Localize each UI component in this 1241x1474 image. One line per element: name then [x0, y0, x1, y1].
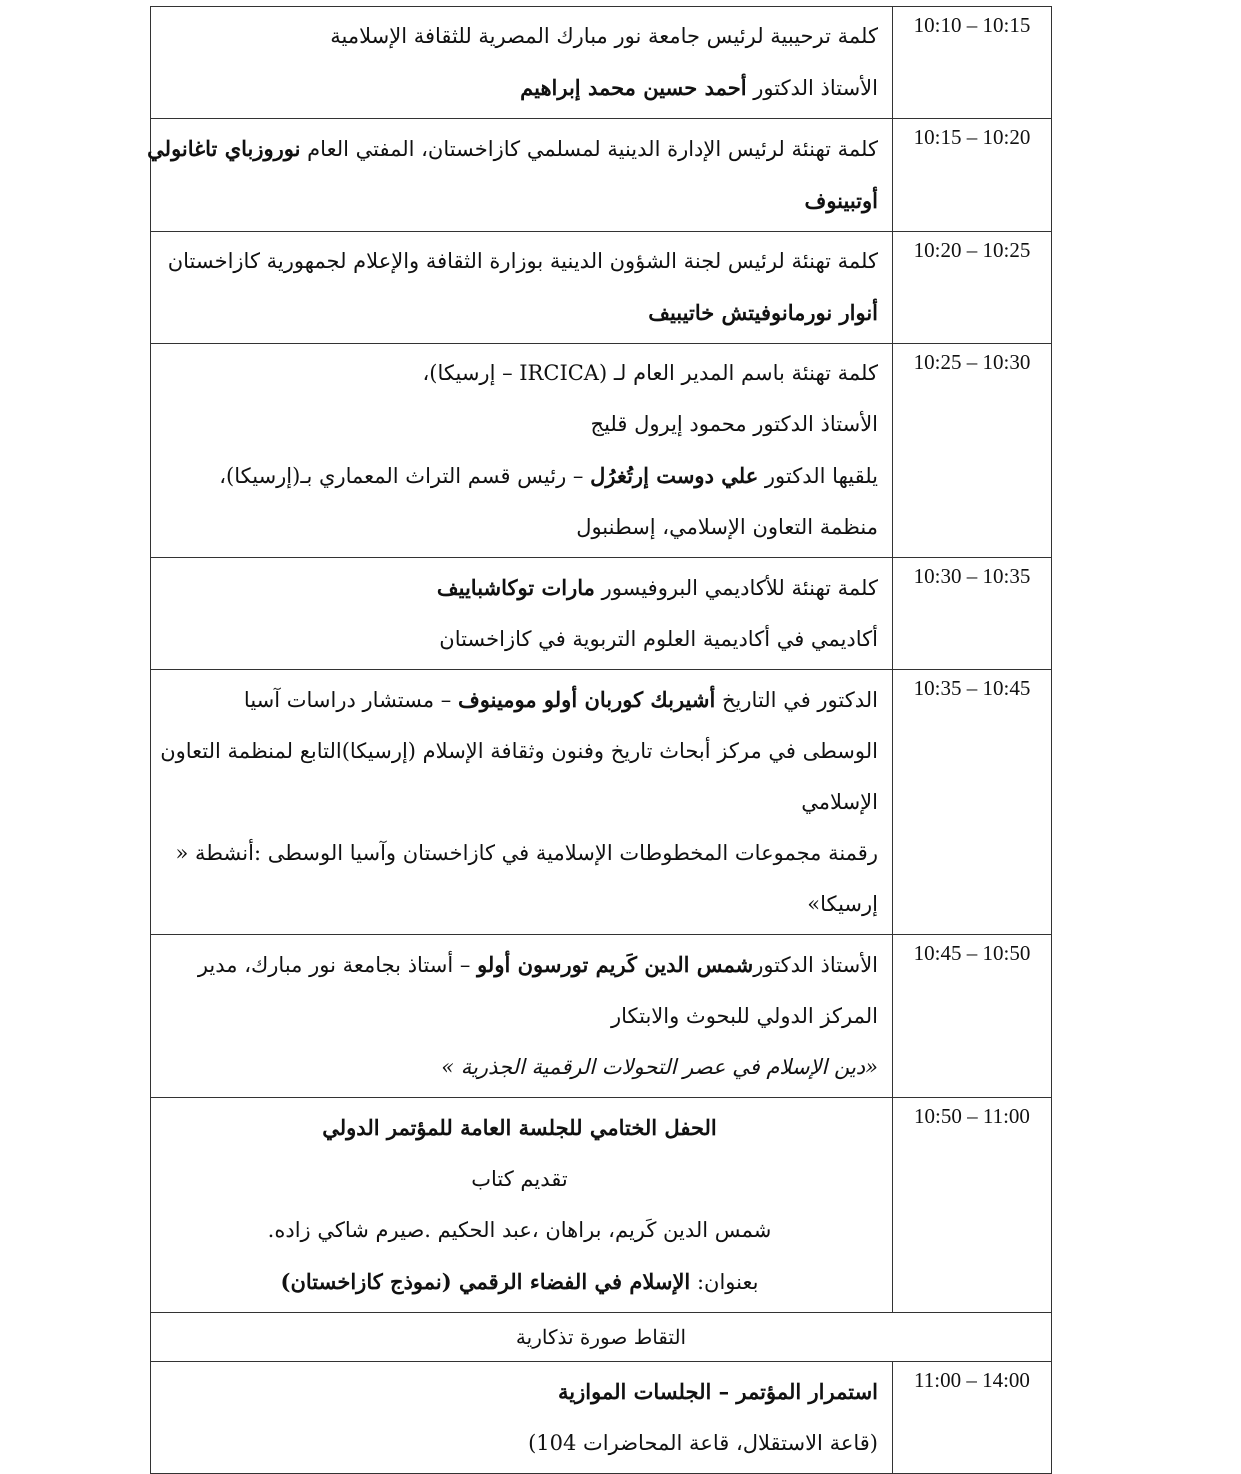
line-bold: أوتبينوف	[804, 188, 878, 213]
agenda-line	[161, 674, 878, 726]
line-post: – أستاذ بجامعة نور مبارك، مدير	[197, 953, 478, 977]
line-bold: أنوار نورمانوفيتش خاتيبيف	[648, 300, 878, 325]
line-text: إرسيكا»	[807, 892, 878, 916]
agenda-row	[151, 1362, 1052, 1474]
agenda-line	[161, 939, 878, 991]
line-bold: الحفل الختامي للجلسة العامة للمؤتمر الدولي	[322, 1115, 717, 1140]
agenda-line	[161, 11, 878, 62]
line-text: كلمة ترحيبية لرئيس جامعة نور مبارك المصرية للثقافة الإسلامية	[330, 24, 878, 48]
line-text: منظمة التعاون الإسلامي، إسطنبول	[576, 515, 878, 539]
line-text: الأستاذ الدكتور محمود إيرول قليج	[590, 412, 878, 436]
agenda-line	[161, 879, 878, 930]
line-pre: يلقيها الدكتور	[758, 464, 878, 488]
agenda-session-cell	[151, 670, 893, 935]
line-italic: «دين الإسلام في عصر التحولات الرقمية الجذرية »	[441, 1055, 878, 1079]
photo-session-label: التقاط صورة تذكارية	[151, 1313, 1052, 1362]
agenda-line	[161, 991, 878, 1042]
photo-row	[151, 1313, 1052, 1362]
agenda-row	[151, 7, 1052, 119]
agenda-line	[161, 1205, 878, 1256]
line-bold: مارات توكاشباييف	[436, 575, 595, 600]
agenda-table	[147, 6, 1052, 1474]
agenda-session-cell	[151, 7, 893, 119]
line-text: كلمة تهنئة باسم المدير العام لـ (IRCICA – إرسيكا)،	[422, 361, 878, 385]
agenda-line	[161, 1102, 878, 1154]
agenda-session-cell	[147, 119, 893, 232]
agenda-row	[151, 558, 1052, 670]
line-bold: شمس الدين كَريم تورسون أولو	[477, 952, 754, 977]
agenda-row	[151, 1098, 1052, 1313]
line-bold: أحمد حسين محمد إبراهيم	[520, 75, 747, 100]
agenda-time: 10:10 – 10:15	[893, 7, 1052, 119]
line-post: – رئيس قسم التراث المعماري بـ(إرسيكا)،	[219, 464, 591, 488]
line-pre: بعنوان:	[690, 1270, 759, 1294]
line-text: رقمنة مجموعات المخطوطات الإسلامية في كازاخستان وآسيا الوسطى :أنشطة «	[175, 841, 878, 865]
agenda-row	[151, 935, 1052, 1098]
line-text: تقديم كتاب	[471, 1167, 568, 1191]
agenda-body	[147, 7, 1052, 1474]
agenda-line	[161, 175, 878, 227]
agenda-time: 10:20 – 10:25	[893, 232, 1052, 344]
agenda-line	[161, 62, 878, 114]
agenda-time: 10:35 – 10:45	[893, 670, 1052, 935]
line-text: أكاديمي في أكاديمية العلوم التربوية في كازاخستان	[439, 627, 878, 651]
agenda-line	[161, 236, 878, 287]
agenda-session-cell	[151, 558, 893, 670]
line-pre: كلمة تهنئة لرئيس الإدارة الدينية لمسلمي كازاخستان، المفتي العام	[300, 137, 878, 161]
line-text: شمس الدين كَريم، براهان ،عبد الحكيم .صيرم شاكي زاده.	[267, 1218, 772, 1242]
agenda-line	[147, 123, 878, 175]
line-text: الإسلامي	[801, 790, 878, 814]
line-pre: كلمة تهنئة للأكاديمي البروفيسور	[594, 576, 878, 600]
line-pre: الدكتور في التاريخ	[715, 688, 878, 712]
agenda-line	[161, 777, 878, 828]
agenda-time: 10:50 – 11:00	[893, 1098, 1052, 1313]
agenda-line	[161, 614, 878, 665]
agenda-line	[161, 399, 878, 450]
agenda-row	[151, 670, 1052, 935]
line-pre: الأستاذ الدكتور	[746, 76, 878, 100]
line-bold: نوروزباي تاغانولي	[147, 136, 301, 161]
agenda-session-cell	[151, 344, 893, 558]
line-text: كلمة تهنئة لرئيس لجنة الشؤون الدينية بوزارة الثقافة والإعلام لجمهورية كازاخستان	[167, 249, 878, 273]
agenda-line	[161, 1366, 878, 1418]
agenda-line	[161, 348, 878, 399]
agenda-line	[161, 726, 878, 777]
line-bold: الإسلام في الفضاء الرقمي (نموذج كازاخستان)	[280, 1269, 691, 1294]
agenda-time: 10:30 – 10:35	[893, 558, 1052, 670]
agenda-session-cell	[151, 232, 893, 344]
agenda-line	[161, 450, 878, 502]
agenda-line	[161, 828, 878, 879]
line-pre: الأستاذ الدكتور	[753, 953, 878, 977]
agenda-line	[161, 1256, 878, 1308]
agenda-time: 10:25 – 10:30	[893, 344, 1052, 558]
agenda-row	[151, 119, 1052, 232]
agenda-line	[161, 1418, 878, 1469]
line-bold: علي دوست إرتُغرُل	[590, 463, 759, 488]
agenda-line	[161, 1042, 878, 1093]
agenda-line	[161, 287, 878, 339]
agenda-time: 11:00 – 14:00	[893, 1362, 1052, 1474]
agenda-row	[151, 232, 1052, 344]
line-text: (قاعة الاستقلال، قاعة المحاضرات 104)	[528, 1431, 878, 1455]
line-text: المركز الدولي للبحوث والابتكار	[610, 1004, 878, 1028]
line-bold: أشيربك كوربان أولو مومينوف	[457, 687, 716, 712]
agenda-line	[161, 562, 878, 614]
agenda-line	[161, 502, 878, 553]
line-text: الوسطى في مركز أبحاث تاريخ وفنون وثقافة الإسلام (إرسيكا)التابع لمنظمة التعاون	[160, 739, 878, 763]
agenda-time: 10:45 – 10:50	[893, 935, 1052, 1098]
agenda-session-cell	[151, 1362, 893, 1474]
line-post: – مستشار دراسات آسيا	[243, 688, 458, 712]
agenda-time: 10:15 – 10:20	[893, 119, 1052, 232]
agenda-session-cell	[151, 1098, 893, 1313]
agenda-session-cell	[151, 935, 893, 1098]
agenda-row	[151, 344, 1052, 558]
agenda-line	[161, 1154, 878, 1205]
line-bold: استمرار المؤتمر – الجلسات الموازية	[558, 1379, 878, 1404]
